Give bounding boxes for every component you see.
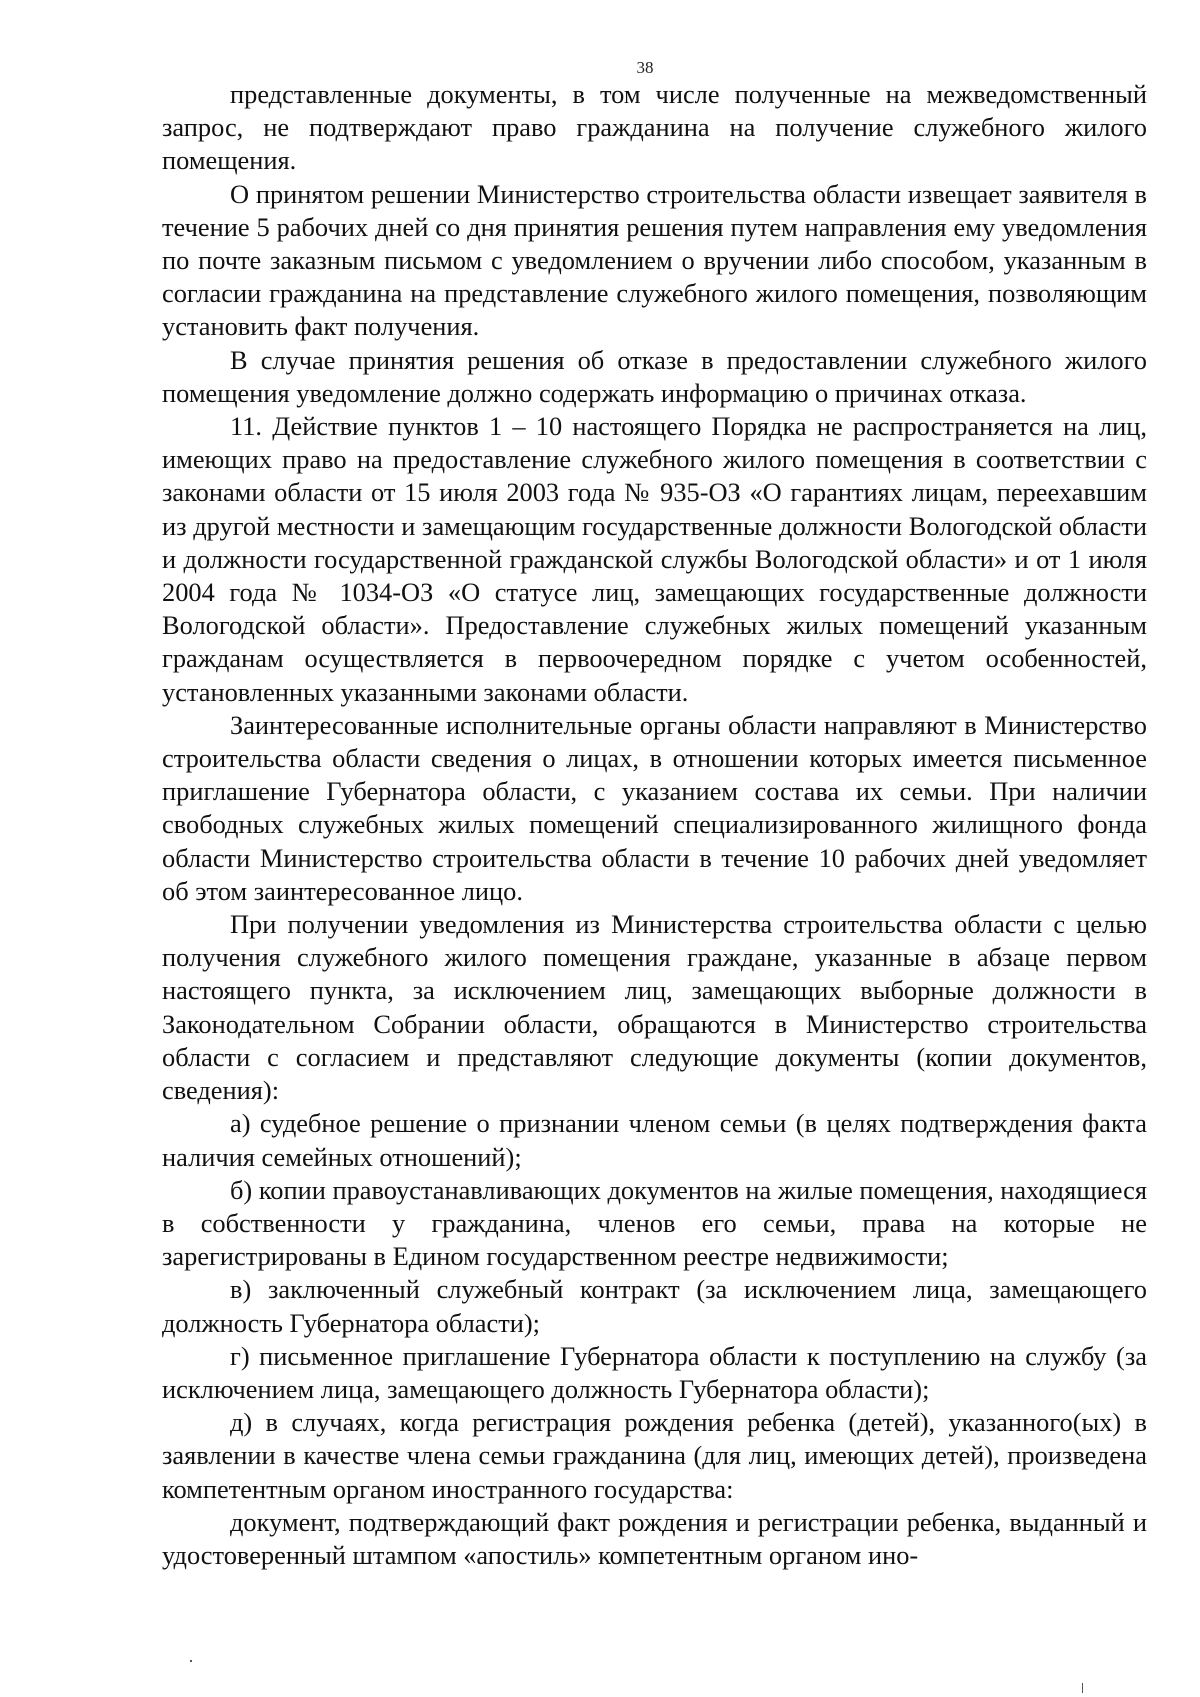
scan-dot <box>190 1660 192 1662</box>
paragraph-interested-bodies: Заинтересованные исполнительные органы области направляют в Министерство строительства области сведения о лицах, в отношении которых имеется письменное приглашение Губернатора области, с указанием состава их семьи. При наличии свободных служебных жилых помещений специализированного жилищного фонда области Министерство строительства области в течение 10 рабочих дней уведомляет об этом заинтересованное лицо. <box>162 709 1147 906</box>
paragraph-continuation: представленные документы, в том числе полученные на межведомственный запрос, не подтверждают право гражданина на получение служебного жилого помещения. <box>162 79 1147 176</box>
document-body <box>162 78 1147 1572</box>
list-item-g: г) письменное приглашение Губернатора области к поступлению на службу (за исключением лица, замещающего должность Губернатора области); <box>162 1340 1147 1404</box>
paragraph-item-11: 11. Действие пунктов 1 – 10 настоящего Порядка не распространяется на лиц, имеющих право на предоставление служебного жилого помещения в соответствии с законами области от 15 июля 2003 года № 935-ОЗ «О гарантиях лицам, переехавшим из другой местности и замещающим государственные должности Вологодской области и должности государственной гражданской службы Вологодской области» и от 1 июля 2004 года № 1034-ОЗ «О статусе лиц, замещающих государственные должности Вологодской области». Предоставление служебных жилых помещений указанным гражданам осуществляется в первоочередном порядке с учетом особенностей, установленных указанными законами области. <box>162 411 1147 707</box>
page-number: 38 <box>636 58 654 77</box>
list-item-b: б) копии правоустанавливающих документов на жилые помещения, находящиеся в собственности у гражданина, членов его семьи, права на которые не зарегистрированы в Едином государственном реестре недвижимости; <box>162 1174 1147 1272</box>
list-item-v: в) заключенный служебный контракт (за исключением лица, замещающего должность Губернатора области); <box>162 1274 1147 1338</box>
scan-tick <box>1082 1683 1083 1693</box>
paragraph-documents-intro: При получении уведомления из Министерства строительства области с целью получения служебного жилого помещения граждане, указанные в абзаце первом настоящего пункта, за исключением лиц, замещающих выборные должности в Законодательном Собрании области, обращаются в Министерство строительства области с согласием и представляют следующие документы (копии документов, сведения): <box>162 909 1147 1106</box>
paragraph-notification: О принятом решении Министерство строительства области извещает заявителя в течение 5 рабочих дней со дня принятия решения путем направления ему уведомления по почте заказным письмом с уведомлением о вручении либо способом, указанным в согласии гражданина на представление служебного жилого помещения, позволяющим установить факт получения. <box>162 178 1147 342</box>
paragraph-apostille: документ, подтверждающий факт рождения и регистрации ребенка, выданный и удостоверенный штампом «апостиль» компетентным органом ино- <box>162 1506 1147 1570</box>
paragraph-refusal: В случае принятия решения об отказе в предоставлении служебного жилого помещения уведомление должно содержать информацию о причинах отказа. <box>162 344 1147 408</box>
list-item-d: д) в случаях, когда регистрация рождения ребенка (детей), указанного(ых) в заявлении в качестве члена семьи гражданина (для лиц, имеющих детей), произведена компетентным органом иностранного государства: <box>162 1407 1147 1504</box>
list-item-a: а) судебное решение о признании членом семьи (в целях подтверждения факта наличия семейных отношений); <box>162 1108 1147 1172</box>
